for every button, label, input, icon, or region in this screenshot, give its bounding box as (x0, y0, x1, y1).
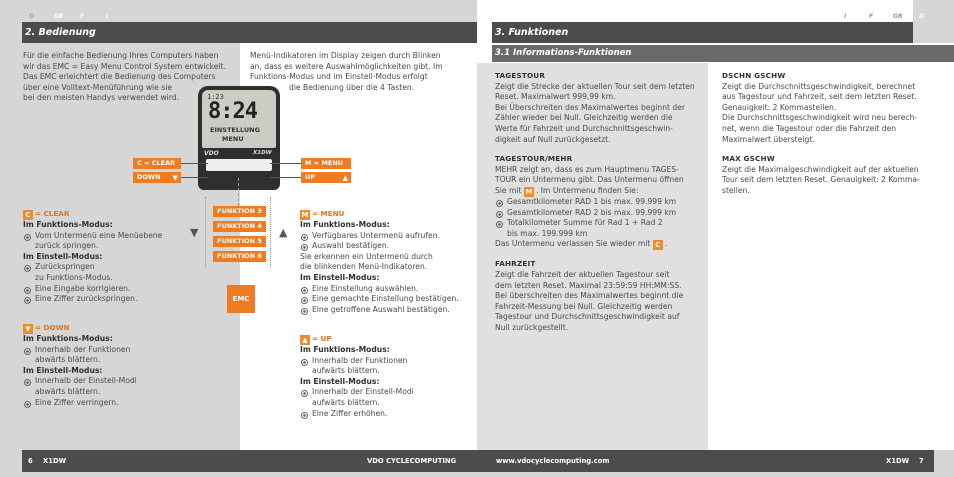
menu-key-icon: M (525, 187, 533, 196)
leader-clear (180, 163, 208, 164)
leader-menu (270, 163, 301, 164)
menu-item: Auswahl bestätigen. (300, 241, 475, 252)
tagestour-line: Zähler wieder bei Null. Gleichzeitig werden die (495, 113, 673, 123)
mehr-leave-part: Das Untermenu verlassen Sie wieder mit (495, 239, 651, 249)
down-mode1: Im Funktions-Modus: (23, 334, 113, 343)
mehr-line (495, 186, 707, 197)
lang-strip-right (477, 0, 954, 22)
menu-item: Eine getroffene Auswahl bestätigen. (300, 305, 475, 316)
tagestour-line: Bei Überschreiten des Maximalwertes beginnt der (495, 102, 686, 112)
dschn-line: Genauigkeit: 2 Kommastellen. (722, 102, 837, 112)
up-title: = UP (312, 334, 332, 343)
lcd-small-digits: 1:23 (207, 93, 224, 101)
lang-d-right[interactable]: D (919, 13, 924, 20)
leader-up (270, 177, 301, 178)
bar-gap (0, 22, 22, 43)
subsection-title-text: 3.1 Informations-Funktionen (495, 48, 632, 58)
function-dots-left (205, 197, 207, 267)
lang-f-right[interactable]: F (869, 13, 874, 20)
leader-center (238, 178, 239, 206)
intro-line: über eine Volltext-Menüführung wie sie (23, 82, 172, 92)
lang-f[interactable]: F (80, 13, 85, 20)
mehr-line-part: . Im Untermenu finden Sie: (535, 185, 639, 195)
lang-gb[interactable]: GB (54, 13, 64, 20)
down-tag-label: DOWN (137, 173, 161, 181)
dschn-line: Maximalwert übersteigt. (722, 134, 815, 144)
menu-mode1: Im Funktions-Modus: (300, 220, 390, 229)
up-arrow-icon: ▲ (342, 174, 348, 182)
fahrzeit-line: Null zurückgestellt. (495, 322, 569, 332)
menu-section (300, 209, 475, 315)
mehr-item: Gesamtkilometer RAD 1 bis max. 99.999 km (495, 197, 707, 208)
dschn-line: Zeigt die Durchschnittsgeschwindigkeit, berechnet (722, 81, 916, 91)
right-column-2 (722, 71, 952, 197)
clear-title: = CLEAR (35, 209, 70, 218)
down-key-icon: ▼ (23, 324, 33, 334)
footer-page-right (913, 450, 934, 472)
lcd-line2: MENU (222, 135, 244, 143)
up-item (300, 387, 475, 408)
device-button-strip[interactable] (206, 159, 272, 171)
up-key-icon: ▲ (300, 335, 310, 345)
menu-tag-label: M = MENU (305, 159, 344, 167)
down-item-line: abwärts blättern. (35, 386, 101, 396)
clear-key-icon: C (23, 210, 33, 220)
clear-item (23, 262, 198, 283)
clear-item (23, 231, 198, 252)
mehr-item-line: bis max. 199.999 km (507, 228, 588, 238)
tagestour-line: Werte für Fahrzeit und Durchschnittsgeschwin- (495, 123, 673, 133)
intro-line: bei den meisten Handys verwendet wird. (23, 93, 180, 103)
scroll-down-icon: ▼ (190, 226, 199, 239)
mehr-line: TOUR ein Untermenu gibt. Das Untermenu öffnen (495, 175, 684, 185)
mehr-leave (495, 239, 707, 250)
mehr-item-line: Totalkilometer Summe für Rad 1 + Rad 2 (507, 218, 663, 228)
down-item (23, 376, 198, 397)
intro2-line: Funktions-Modus und im Einstell-Modus erfolgt (250, 72, 428, 82)
down-item (23, 345, 198, 366)
mehr-line-part: Sie mit (495, 185, 522, 195)
menu-note: Sie erkennen ein Untermenü durch (300, 251, 433, 261)
lcd-display (202, 90, 276, 148)
page-number-left: 6 (28, 457, 33, 465)
page-number-right: 7 (919, 457, 924, 465)
function-6-tag: FUNKTION 6 (213, 251, 266, 262)
mehr-title: TAGESTOUR/MEHR (495, 154, 573, 164)
dschn-line: aus Tagestour und Fahrzeit, seit dem letzten Reset. (722, 92, 917, 102)
up-item-line: Innerhalb der Funktionen (312, 355, 408, 365)
intro-line: Das EMC erleichtert die Bedienung des Computers (23, 72, 216, 82)
down-tag (133, 172, 181, 183)
menu-note: die blinkenden Menü-Indikatoren. (300, 262, 428, 272)
intro2-line: Menü-Indikatoren im Display zeigen durch Blinken (250, 51, 441, 60)
section-title-funktionen (492, 22, 913, 43)
clear-tag (133, 158, 181, 169)
section-title-text: 2. Bedienung (25, 27, 96, 38)
lcd-big-digits: 8:24 (208, 99, 257, 124)
footer-model-left: X1DW (43, 457, 67, 465)
clear-item-line: zurück springen. (35, 241, 99, 251)
section-title-text-right: 3. Funktionen (495, 27, 569, 38)
menu-item: Eine gemachte Einstellung bestätigen. (300, 294, 475, 305)
lang-gb-right[interactable]: GB (893, 13, 903, 20)
max-title: MAX GSCHW (722, 154, 775, 164)
clear-item: Eine Ziffer zurückspringen. (23, 294, 198, 305)
tagestour-line: Zeigt die Strecke der aktuellen Tour seit dem letzten (495, 81, 695, 91)
dschn-title: DSCHN GSCHW (722, 71, 786, 80)
up-item-line: aufwärts blättern. (312, 397, 380, 407)
clear-item-line: Zurückspringen (35, 262, 95, 272)
intro-line: Für die einfache Bedienung Ihres Computers haben (23, 51, 219, 60)
max-line: stellen. (722, 185, 750, 195)
subsection-title (492, 45, 954, 62)
down-item: Eine Ziffer verringern. (23, 398, 198, 409)
lcd-line1: EINSTELLUNG (210, 126, 260, 134)
footer-model-right: X1DW (886, 457, 910, 465)
fahrzeit-title: FAHRZEIT (495, 259, 536, 269)
section-title-bedienung (22, 22, 477, 43)
intro-text-2 (250, 51, 475, 93)
clear-mode2: Im Einstell-Modus: (23, 251, 103, 261)
fahrzeit-line: dem letzten Reset. Maximal 23:59:59 HH:MM:SS. (495, 280, 682, 290)
device-model: X1DW (253, 150, 272, 156)
up-mode2: Im Einstell-Modus: (300, 376, 380, 386)
tagestour-line: Reset. Maximalwert 999,99 km. (495, 92, 616, 102)
up-tag (301, 172, 351, 183)
up-mode1: Im Funktions-Modus: (300, 345, 390, 354)
right-column-1 (495, 71, 707, 333)
footer-left (22, 450, 477, 472)
mehr-item: Gesamtkilometer RAD 2 bis max. 99.999 km (495, 208, 707, 219)
clear-key-icon: C (653, 240, 663, 250)
menu-item: Verfügbares Untermenü aufrufen. (300, 231, 475, 242)
fahrzeit-line: Zeigt die Fahrzeit der aktuellen Tagestour seit (495, 269, 670, 279)
down-section (23, 323, 198, 408)
down-item-line: Innerhalb der Einstell-Modi (35, 376, 137, 386)
function-4-tag: FUNKTION 4 (213, 221, 266, 232)
clear-item-line: zu Funktions-Modus. (35, 272, 113, 282)
menu-item: Eine Einstellung auswählen. (300, 284, 475, 295)
clear-section (23, 209, 198, 305)
footer-right (477, 450, 913, 472)
up-item-line: Innerhalb der Einstell-Modi (312, 387, 414, 397)
clear-mode1: Im Funktions-Modus: (23, 220, 113, 229)
up-item-line: aufwärts blättern. (312, 366, 380, 376)
menu-tag (301, 158, 351, 169)
up-section (300, 334, 475, 419)
fahrzeit-line: Bei überschreiten des Maximalwertes beginnt die (495, 291, 684, 301)
emc-logo-text: EMC (232, 295, 250, 303)
up-item: Eine Ziffer erhöhen. (300, 409, 475, 420)
dschn-line: net, wenn die Tagestour oder die Fahrzeit den (722, 123, 897, 133)
fahrzeit-line: Tagestour und Durchschnittsgeschwindigkeit auf (495, 312, 680, 322)
menu-mode2: Im Einstell-Modus: (300, 272, 380, 282)
footer-url[interactable]: www.vdocyclecomputing.com (496, 457, 610, 465)
intro2-line: an, dass es weitere Auswahlmöglichkeiten gibt. Im (250, 61, 443, 71)
bike-computer (198, 86, 280, 190)
lang-i[interactable]: I (106, 13, 109, 20)
tagestour-title: TAGESTOUR (495, 71, 546, 80)
intro-line: wir das EMC = Easy Menu Control System entwickelt. (23, 61, 226, 71)
down-item-line: abwärts blättern. (35, 355, 101, 365)
down-arrow-icon: ▼ (172, 174, 178, 182)
lang-strip-left (0, 0, 477, 22)
clear-item-line: Vom Untermenü eine Menüebene (35, 230, 163, 240)
scroll-up-icon: ▲ (279, 226, 288, 239)
bar-gap-right (913, 22, 954, 43)
function-5-tag: FUNKTION 5 (213, 236, 266, 247)
lang-i-right[interactable]: I (844, 13, 847, 20)
max-line: Tour seit dem letzten Reset. Genauigkeit: 2 Komma- (722, 175, 920, 185)
mehr-item (495, 218, 707, 239)
mehr-leave-part: . (664, 239, 668, 249)
fahrzeit-line: Fahrzeit-Messung bei Null. Gleichzeitig werden (495, 301, 673, 311)
up-tag-label: UP (305, 173, 316, 181)
clear-tag-label: C = CLEAR (137, 159, 176, 167)
mehr-line: MEHR zeigt an, dass es zum Hauptmenu TAGES- (495, 164, 679, 174)
down-item-line: Innerhalb der Funktionen (35, 344, 131, 354)
intro2-line: die Bedienung über die 4 Tasten. (289, 82, 415, 92)
footer-brand: VDO CYCLECOMPUTING (367, 457, 457, 465)
function-3-tag: FUNKTION 3 (213, 206, 266, 217)
function-dots-right (270, 197, 272, 267)
device-brand: VDO (204, 150, 219, 157)
max-line: Zeigt die Maximalgeschwindigkeit auf der aktuellen (722, 164, 919, 174)
down-title: = DOWN (35, 323, 70, 332)
down-mode2: Im Einstell-Modus: (23, 365, 103, 375)
tagestour-line: digkeit auf Null zurückgesetzt. (495, 134, 611, 144)
clear-item: Eine Eingabe korrigieren. (23, 284, 198, 295)
menu-key-icon: M (301, 211, 309, 219)
dschn-line: Die Durchschnittsgeschwindigkeit wird neu berech- (722, 113, 918, 123)
emc-logo (227, 285, 255, 313)
menu-title: = MENU (312, 209, 345, 218)
leader-down (180, 177, 208, 178)
lang-d[interactable]: D (29, 13, 34, 20)
up-item (300, 356, 475, 377)
